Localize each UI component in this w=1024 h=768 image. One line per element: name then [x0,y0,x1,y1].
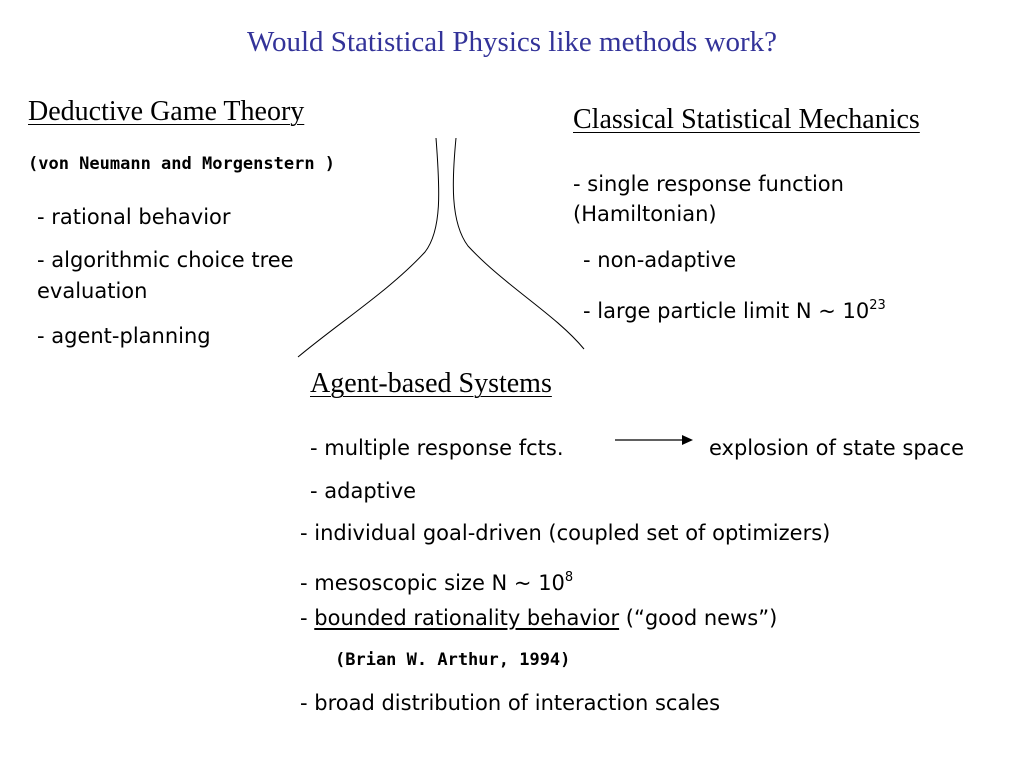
large-particle-text: - large particle limit N ~ 10 [583,299,870,323]
statistical-mechanics-heading: Classical Statistical Mechanics [573,104,920,135]
game-theory-heading: Deductive Game Theory [28,96,305,127]
mesoscopic-size-exponent: 8 [564,570,574,585]
right-merge-curve [453,138,584,349]
mesoscopic-size-text: - mesoscopic size N ~ 10 [300,571,565,595]
game-theory-citation: (von Neumann and Morgenstern ) [28,154,336,174]
good-news-remark: (“good news”) [619,606,778,630]
arthur-citation: (Brian W. Arthur, 1994) [335,650,571,670]
agent-planning-item: - agent-planning [37,324,211,348]
slide-title: Would Statistical Physics like methods work? [246,26,778,58]
left-merge-curve [298,138,439,357]
interaction-scales-item: - broad distribution of interaction scales [300,691,721,715]
state-space-arrow-head [682,435,693,445]
single-response-item: - single response function [573,172,844,196]
adaptive-item: - adaptive [310,479,417,503]
agent-based-heading: Agent-based Systems [310,368,552,399]
algorithmic-choice-item-continued: evaluation [37,279,148,303]
state-space-item: explosion of state space [709,436,964,460]
goal-driven-item: - individual goal-driven (coupled set of optimizers) [300,521,831,545]
rational-behavior-item: - rational behavior [37,205,231,229]
non-adaptive-item: - non-adaptive [583,248,737,272]
large-particle-exponent: 23 [869,298,886,313]
single-response-item-continued: (Hamiltonian) [573,202,717,226]
algorithmic-choice-item: - algorithmic choice tree [37,248,294,272]
bounded-rationality-dash: - [300,606,315,630]
multiple-response-item: - multiple response fcts. [310,436,564,460]
bounded-rationality-term: bounded rationality behavior [314,606,620,630]
